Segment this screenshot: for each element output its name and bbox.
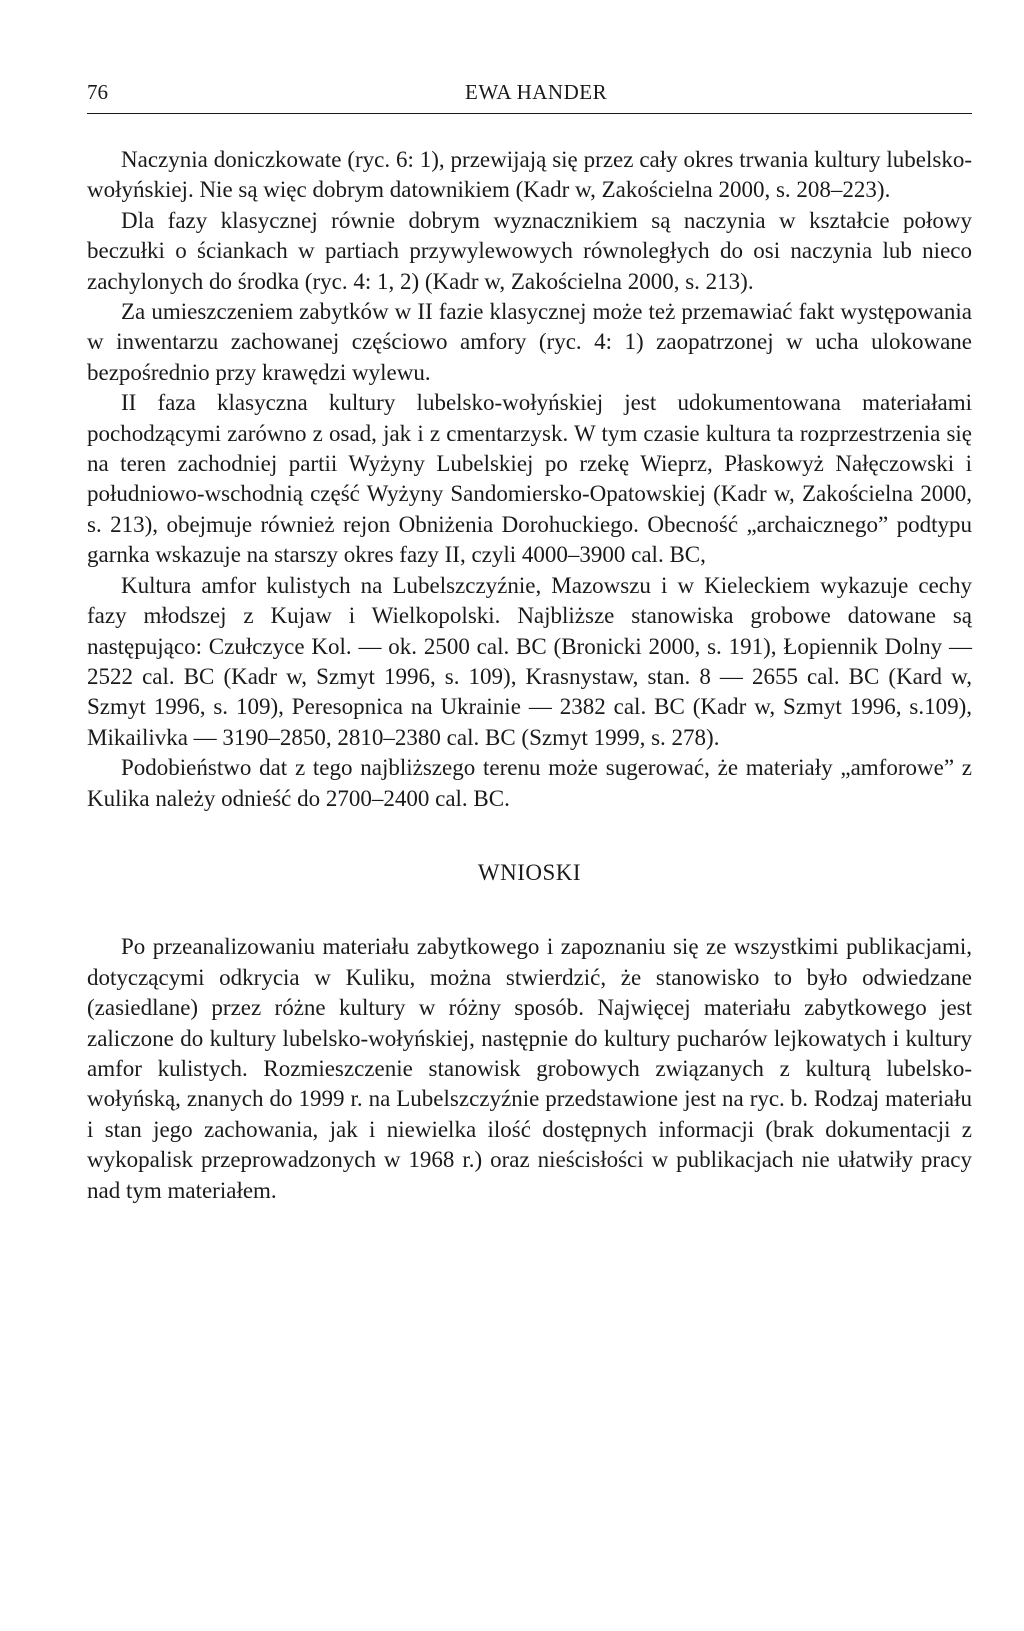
paragraph: Naczynia doniczkowate (ryc. 6: 1), przewijają się przez cały okres trwania kultury lubelsko-wołyńskiej. Nie są więc dobrym datownikiem (Kadr w, Zakościelna 2000, s. 208–223). <box>87 147 972 203</box>
paragraph: Podobieństwo dat z tego najbliższego terenu może sugerować, że materiały „amforowe” z Kulika należy odnieść do 2700–2400 cal. BC. <box>87 755 972 811</box>
header-rule <box>87 113 972 114</box>
paragraph: Za umieszczeniem zabytków w II fazie klasycznej może też przemawiać fakt występowania w inwentarzu zachowanej częściowo amfory (ryc. 4: 1) zaopatrzonej w ucha ulokowane bezpośrednio przy krawędzi wylewu. <box>87 299 972 385</box>
paragraph: Dla fazy klasycznej równie dobrym wyznacznikiem są naczynia w kształcie połowy beczułki o ściankach w partiach przywylewowych równoległych do osi naczynia lub nieco zachylonych do środka (ryc. 4: 1, 2) (Kadr w, Zakościelna 2000, s. 213). <box>87 207 972 294</box>
conclusion-paragraph: Po przeanalizowaniu materiału zabytkowego i zapoznaniu się ze wszystkimi publikacjami, dotyczącymi odkrycia w Kuliku, można stwierdzić, że stanowisko to było odwiedzane (zasiedlane) przez różne kultury w różny sposób. Najwięcej materiału zabytkowego jest zaliczone do kultury lubelsko-wołyńskiej, następnie do kultury pucharów lejkowatych i kultury amfor kulistych. Rozmieszczenie stanowisk grobowych związanych z kulturą lubelsko-wołyńską, znanych do 1999 r. na Lubelszczyźnie przedstawione jest na ryc. b. Rodzaj materiału i stan jego zachowania, jak i niewielka ilość dostępnych informacji (brak dokumentacji z wykopalisk przeprowadzonych w 1968 r.) oraz nieścisłości w publikacjach nie ułatwiły pracy nad tym materiałem. <box>87 934 972 1203</box>
running-header <box>87 80 975 110</box>
paragraph: Kultura amfor kulistych na Lubelszczyźnie, Mazowszu i w Kieleckiem wykazuje cechy fazy młodszej z Kujaw i Wielkopolski. Najbliższe stanowiska grobowe datowane są następująco: Czułczyce Kol. — ok. 2500 cal. BC (Bronicki 2000, s. 191), Łopiennik Dolny — 2522 cal. BC (Kadr w, Szmyt 1996, s. 109), Krasnystaw, stan. 8 — 2655 cal. BC (Kard w, Szmyt 1996, s. 109), Peresopnica na Ukrainie — 2382 cal. BC (Kadr w, Szmyt 1996, s.109), Mikailivka — 3190–2850, 2810–2380 cal. BC (Szmyt 1999, s. 278). <box>87 572 972 750</box>
page-number: 76 <box>87 80 108 104</box>
paragraph: II faza klasyczna kultury lubelsko-wołyńskiej jest udokumentowana materiałami pochodzącymi zarówno z osad, jak i z cmentarzysk. W tym czasie kultura ta rozprzestrzenia się na teren zachodniej partii Wyżyny Lubelskiej po rzekę Wieprz, Płaskowyż Nałęczowski i południowo-wschodnią część Wyżyny Sandomiersko-Opatowskiej (Kadr w, Zakościelna 2000, s. 213), obejmuje również rejon Obniżenia Dorohuckiego. Obecność „archaicznego” podtypu garnka wskazuje na starszy okres fazy II, czyli 4000–3900 cal. BC, <box>87 390 972 568</box>
running-title-author: EWA HANDER <box>465 80 608 104</box>
body-text <box>87 145 972 1206</box>
section-heading: WNIOSKI <box>477 859 582 885</box>
